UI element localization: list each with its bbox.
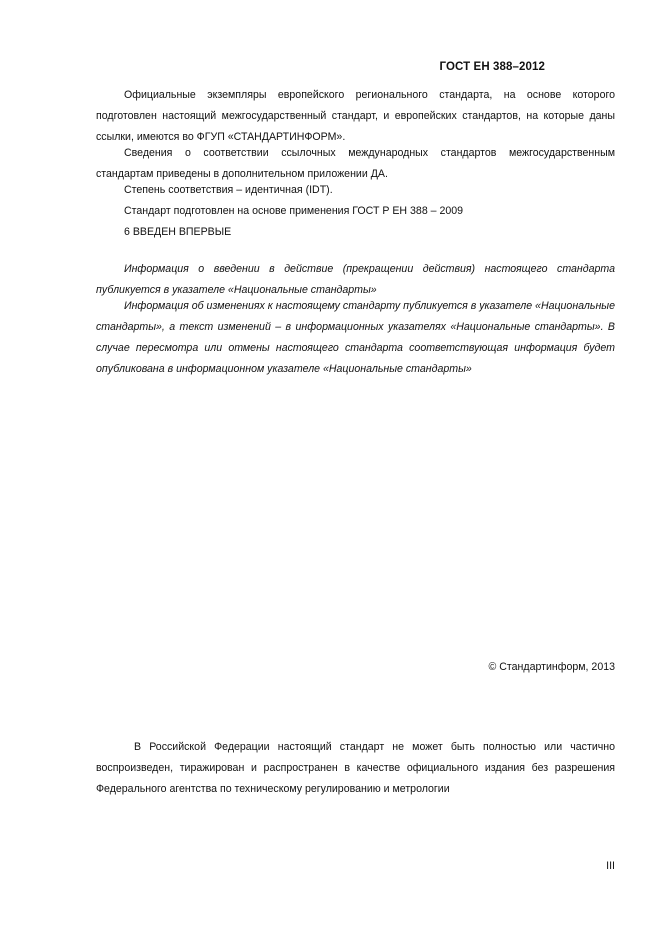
paragraph-prepared-basis: Стандарт подготовлен на основе применения ГОСТ Р ЕН 388 – 2009 <box>124 205 464 217</box>
paragraph-introduced-first: 6 ВВЕДЕН ВПЕРВЫЕ <box>124 226 232 238</box>
standard-code-header: ГОСТ ЕН 388–2012 <box>439 61 545 73</box>
paragraph-reference-standards: Сведения о соответствии ссылочных международных стандартов межгосударственным стандартам приведены в дополнительном приложении ДА. <box>96 147 615 180</box>
reproduction-rights-notice: В Российской Федерации настоящий стандарт не может быть полностью или частично воспроизведен, тиражирован и распространен в качестве официального издания без разрешения Федерального агентства по техническому регулированию и метрологии <box>96 741 615 795</box>
notice-introduction-info: Информация о введении в действие (прекращении действия) настоящего стандарта публикуется в указателе «Национальные стандарты» <box>96 263 615 296</box>
paragraph-conformity-degree: Степень соответствия – идентичная (IDT). <box>124 184 333 196</box>
notice-changes-info: Информация об изменениях к настоящему стандарту публикуется в указателе «Национальные стандарты», а текст изменений – в информационных указателях «Национальные стандарты». В случае пересмотра или отмены настоящего стандарта соответствующая информация будет опубликована в информационном указателе «Национальные стандарты» <box>96 300 615 375</box>
page-number: III <box>606 860 615 872</box>
paragraph-official-copies: Официальные экземпляры европейского регионального стандарта, на основе которого подготовлен настоящий межгосударственный стандарт, и европейских стандартов, на которые даны ссылки, имеются во ФГУП «СТАНДАРТИНФОРМ». <box>96 89 615 143</box>
copyright-line: © Стандартинформ, 2013 <box>488 661 615 673</box>
